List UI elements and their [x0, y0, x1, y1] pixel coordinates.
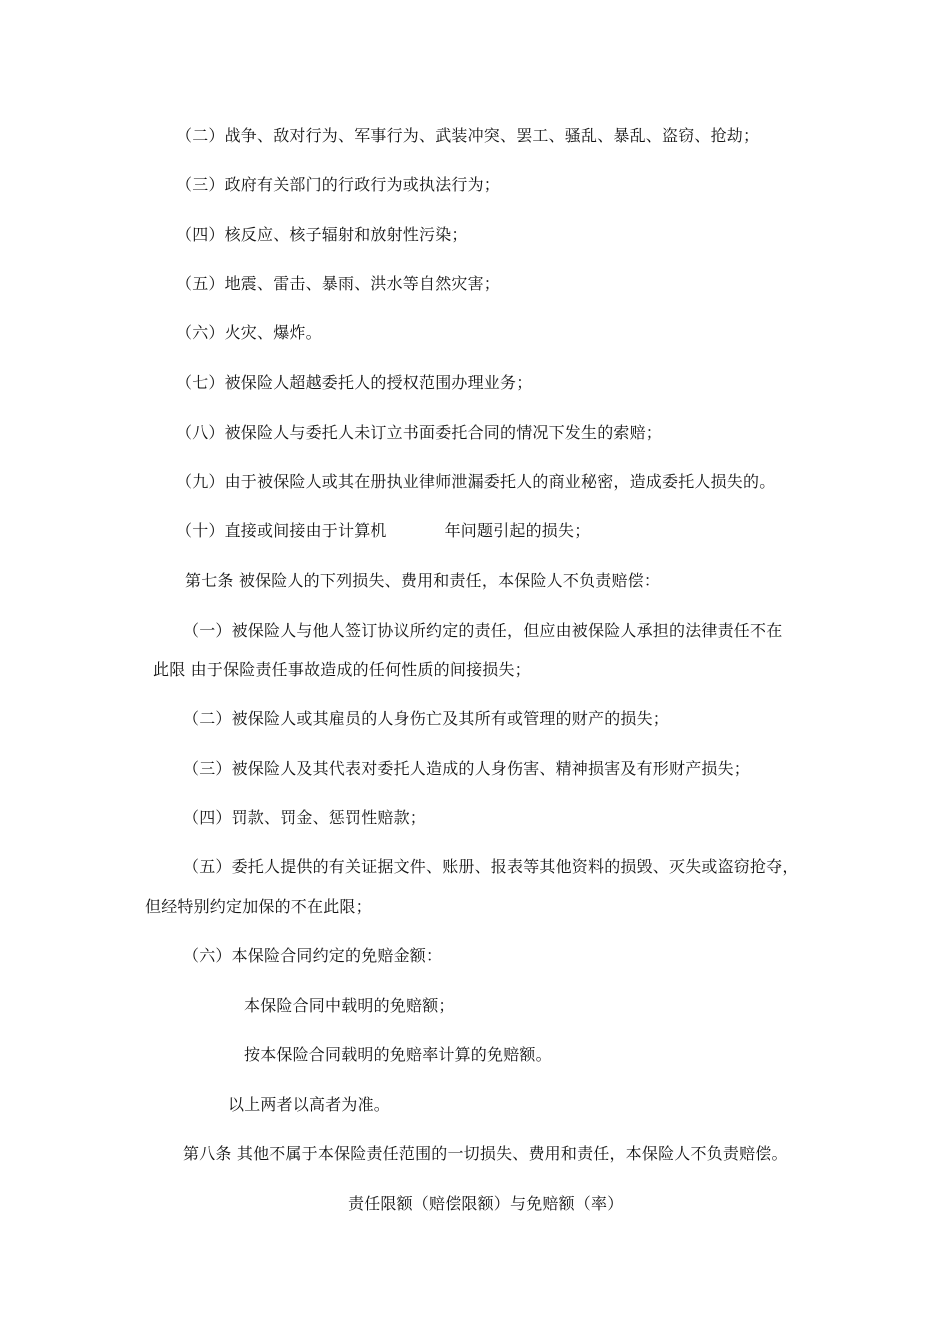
deductible-option-2: 按本保险合同载明的免赔率计算的免赔额。 — [244, 1045, 552, 1064]
exclusion-item-10 — [176, 520, 590, 542]
exclusion-item-10-part2: 年问题引起的损失； — [444, 521, 591, 540]
exclusion-item-8: （八）被保险人与委托人未订立书面委托合同的情况下发生的索赔； — [176, 423, 663, 442]
article-7-item-1-continuation: 此限 由于保险责任事故造成的任何性质的间接损失； — [153, 660, 531, 679]
section-heading: 责任限额（赔偿限额）与免赔额（率） — [348, 1194, 624, 1213]
article-7-item-3: （三）被保险人及其代表对委托人造成的人身伤害、精神损害及有形财产损失； — [183, 759, 751, 778]
exclusion-item-7: （七）被保险人超越委托人的授权范围办理业务； — [176, 373, 533, 392]
deductible-option-1: 本保险合同中载明的免赔额； — [244, 996, 455, 1015]
exclusion-item-6: （六）火灾、爆炸。 — [176, 323, 322, 342]
article-7-heading: 第七条 被保险人的下列损失、费用和责任，本保险人不负责赔偿： — [185, 571, 661, 590]
exclusion-item-5: （五）地震、雷击、暴雨、洪水等自然灾害； — [176, 274, 501, 293]
article-7-item-5-continuation: 但经特别约定加保的不在此限； — [145, 897, 372, 916]
exclusion-item-10-part1: （十）直接或间接由于计算机 — [176, 521, 387, 540]
exclusion-item-4: （四）核反应、核子辐射和放射性污染； — [176, 225, 468, 244]
article-7-item-5: （五）委托人提供的有关证据文件、账册、报表等其他资料的损毁、灭失或盗窃抢夺， — [183, 857, 799, 876]
article-7-item-2: （二）被保险人或其雇员的人身伤亡及其所有或管理的财产的损失； — [183, 709, 670, 728]
exclusion-item-3: （三）政府有关部门的行政行为或执法行为； — [176, 175, 501, 194]
exclusion-item-2: （二）战争、敌对行为、军事行为、武装冲突、罢工、骚乱、暴乱、盗窃、抢劫； — [176, 126, 760, 145]
deductible-rule: 以上两者以高者为准。 — [228, 1095, 391, 1114]
exclusion-item-9: （九）由于被保险人或其在册执业律师泄漏委托人的商业秘密，造成委托人损失的。 — [176, 472, 776, 491]
article-7-item-1: （一）被保险人与他人签订协议所约定的责任，但应由被保险人承担的法律责任不在 — [183, 621, 783, 640]
article-8-heading: 第八条 其他不属于本保险责任范围的一切损失、费用和责任，本保险人不负责赔偿。 — [183, 1144, 788, 1163]
article-7-item-6: （六）本保险合同约定的免赔金额： — [183, 946, 443, 965]
article-7-item-4: （四）罚款、罚金、惩罚性赔款； — [183, 808, 427, 827]
